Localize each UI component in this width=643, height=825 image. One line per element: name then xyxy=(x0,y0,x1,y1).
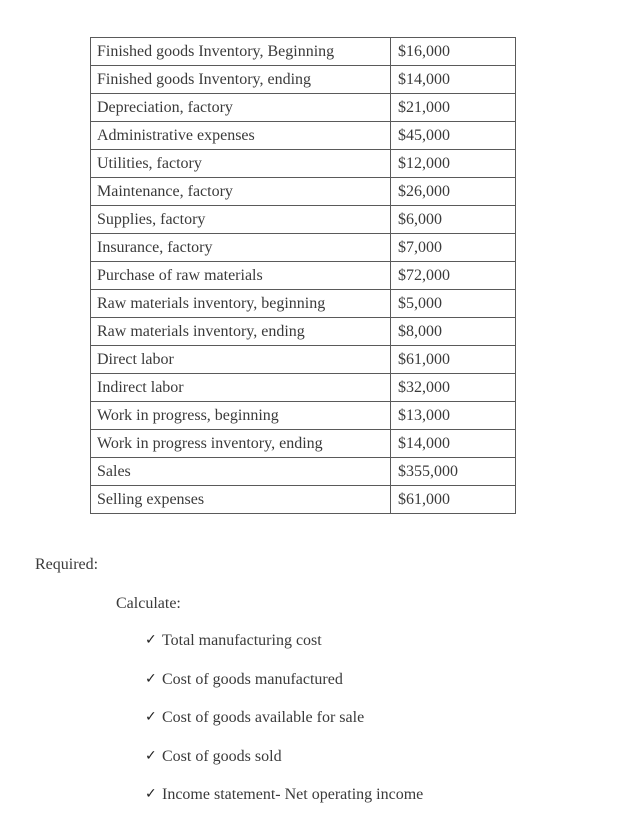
row-value: $7,000 xyxy=(391,234,516,262)
row-value: $355,000 xyxy=(391,458,516,486)
row-label: Selling expenses xyxy=(91,486,391,514)
row-value: $12,000 xyxy=(391,150,516,178)
table-row xyxy=(91,66,516,94)
row-value: $72,000 xyxy=(391,262,516,290)
row-label: Purchase of raw materials xyxy=(91,262,391,290)
table-row xyxy=(91,430,516,458)
row-value: $21,000 xyxy=(391,94,516,122)
row-label: Work in progress, beginning xyxy=(91,402,391,430)
table-row xyxy=(91,206,516,234)
row-label: Direct labor xyxy=(91,346,391,374)
row-value: $8,000 xyxy=(391,318,516,346)
row-label: Administrative expenses xyxy=(91,122,391,150)
check-icon: ✓ xyxy=(145,670,157,687)
table-row xyxy=(91,262,516,290)
row-label: Finished goods Inventory, ending xyxy=(91,66,391,94)
table-row xyxy=(91,458,516,486)
table-row xyxy=(91,122,516,150)
list-item xyxy=(145,671,423,710)
row-label: Raw materials inventory, ending xyxy=(91,318,391,346)
row-value: $5,000 xyxy=(391,290,516,318)
row-value: $45,000 xyxy=(391,122,516,150)
table-body xyxy=(91,38,516,514)
table-row xyxy=(91,486,516,514)
row-value: $14,000 xyxy=(391,430,516,458)
required-heading: Required: xyxy=(35,556,99,573)
table-row xyxy=(91,150,516,178)
item-text: Income statement- Net operating income xyxy=(162,786,424,803)
item-text: Cost of goods available for sale xyxy=(162,709,365,726)
item-text: Total manufacturing cost xyxy=(162,632,322,649)
list-item xyxy=(145,632,423,671)
cost-data-table xyxy=(90,37,516,514)
table-row xyxy=(91,94,516,122)
calculate-heading: Calculate: xyxy=(116,595,181,612)
row-label: Work in progress inventory, ending xyxy=(91,430,391,458)
row-value: $32,000 xyxy=(391,374,516,402)
row-value: $61,000 xyxy=(391,346,516,374)
row-value: $6,000 xyxy=(391,206,516,234)
table-row xyxy=(91,318,516,346)
check-icon: ✓ xyxy=(145,632,157,648)
table-row xyxy=(91,178,516,206)
row-label: Indirect labor xyxy=(91,374,391,402)
list-item xyxy=(145,786,423,825)
row-value: $16,000 xyxy=(391,38,516,66)
row-label: Sales xyxy=(91,458,391,486)
table-row xyxy=(91,374,516,402)
row-label: Raw materials inventory, beginning xyxy=(91,290,391,318)
item-text: Cost of goods manufactured xyxy=(162,670,343,688)
table-row xyxy=(91,402,516,430)
check-icon: ✓ xyxy=(145,709,157,725)
row-label: Finished goods Inventory, Beginning xyxy=(91,38,391,66)
table-row xyxy=(91,346,516,374)
table-row xyxy=(91,290,516,318)
row-value: $14,000 xyxy=(391,66,516,94)
row-label: Depreciation, factory xyxy=(91,94,391,122)
table-row xyxy=(91,234,516,262)
calculation-list xyxy=(145,632,423,825)
item-text: Cost of goods sold xyxy=(162,747,282,765)
check-icon: ✓ xyxy=(145,747,157,764)
row-label: Supplies, factory xyxy=(91,206,391,234)
row-value: $26,000 xyxy=(391,178,516,206)
row-label: Maintenance, factory xyxy=(91,178,391,206)
row-value: $13,000 xyxy=(391,402,516,430)
row-label: Insurance, factory xyxy=(91,234,391,262)
list-item xyxy=(145,709,423,748)
table-row xyxy=(91,38,516,66)
row-value: $61,000 xyxy=(391,486,516,514)
list-item xyxy=(145,748,423,787)
check-icon: ✓ xyxy=(145,786,157,802)
row-label: Utilities, factory xyxy=(91,150,391,178)
